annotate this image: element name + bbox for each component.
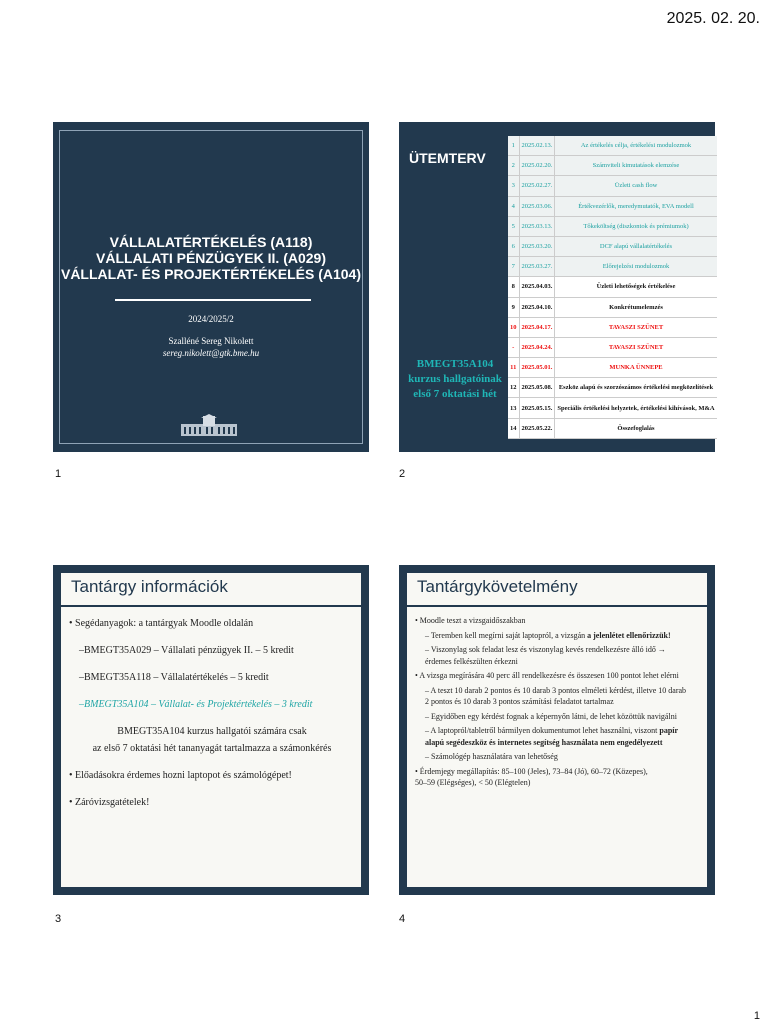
week-topic: Az értékelés célja, értékelési modulozmok [555, 136, 717, 156]
author-email: sereg.nikolett@gtk.bme.hu [162, 348, 260, 358]
course-a118: –BMEGT35A118 – Vállalatértékelés – 5 kredit [79, 672, 269, 683]
slide-4-requirements [399, 565, 715, 895]
week-date: 2025.03.20. [519, 236, 555, 256]
course-note [407, 357, 503, 439]
course-title-line-2: VÁLLALATI PÉNZÜGYEK II. (A029) [96, 250, 326, 266]
slide-number-3: 3 [55, 913, 62, 925]
schedule-title: ÜTEMTERV [409, 150, 486, 166]
title-rule [407, 605, 707, 607]
note-line-1: BMEGT35A104 kurzus hallgatói számára csak [117, 726, 307, 737]
week-date: 2025.04.17. [519, 317, 555, 337]
week-topic: MUNKA ÜNNEPE [555, 358, 717, 378]
page-date: 2025. 02. 20. [666, 10, 760, 27]
course-note-line-1: BMEGT35A104 [416, 358, 494, 370]
req-duration: • A vizsga megírására 40 perc áll rendelkezésre és összesen 100 pontot lehet elérni [415, 671, 679, 680]
slide-number-1: 1 [55, 468, 62, 480]
course-a104: –BMEGT35A104 – Vállalat- és Projektértékelés – 3 kredit [79, 699, 313, 710]
schedule-row [508, 277, 717, 297]
schedule-row [508, 216, 717, 236]
slide-title: Tantárgy információk [71, 577, 228, 596]
week-number: 9 [508, 297, 519, 317]
week-number: 5 [508, 216, 519, 236]
week-date: 2025.05.22. [519, 418, 555, 438]
week-topic: DCF alapú vállalatértékelés [555, 236, 717, 256]
week-number: 11 [508, 358, 519, 378]
week-date: 2025.04.03. [519, 277, 555, 297]
week-date: 2025.03.06. [519, 196, 555, 216]
title-rule [61, 605, 361, 607]
week-date: 2025.05.15. [519, 398, 555, 418]
week-topic: Speciális értékelési helyzetek, értékelési kihívások, M&A [555, 398, 717, 418]
req-calculator: – Számológép használatára van lehetőség [425, 752, 558, 761]
req-moodle: • Moodle teszt a vizsgaidőszakban [415, 616, 526, 625]
req-time: – Viszonylag sok feladat lesz és viszonylag kevés rendelkezésre álló idő → érdemes felkészülten érkezni [425, 645, 666, 666]
week-number: 2 [508, 156, 519, 176]
course-a029: –BMEGT35A029 – Vállalati pénzügyek II. – 5 kredit [79, 645, 294, 656]
slide-2-schedule [399, 122, 715, 452]
week-topic: Üzleti lehetőségek értékelése [555, 277, 717, 297]
week-topic: Összefoglalás [555, 418, 717, 438]
course-note-line-2: kurzus hallgatóinak [408, 373, 502, 385]
schedule-row [508, 257, 717, 277]
bullet-materials: • Segédanyagok: a tantárgyak Moodle oldalán [69, 618, 254, 629]
week-date: 2025.02.27. [519, 176, 555, 196]
slide-body [415, 615, 703, 792]
week-topic: Számviteli kimutatások elemzése [555, 156, 717, 176]
schedule-row [508, 236, 717, 256]
schedule-row [508, 418, 717, 438]
schedule-row [508, 378, 717, 398]
week-topic: Eszköz alapú és szorzószámos értékelési megközelítések [555, 378, 717, 398]
week-topic: Konkrétumelemzés [555, 297, 717, 317]
schedule-row [508, 358, 717, 378]
schedule-table [508, 136, 717, 439]
week-topic: Üzleti cash flow [555, 176, 717, 196]
bullet-laptop: • Előadásokra érdemes hozni laptopot és számológépet! [69, 770, 292, 781]
week-date: 2025.03.13. [519, 216, 555, 236]
slide-frame [59, 130, 363, 444]
week-number: 7 [508, 257, 519, 277]
course-title-line-3: VÁLLALAT- ÉS PROJEKTÉRTÉKELÉS (A104) [60, 266, 361, 282]
week-number: 3 [508, 176, 519, 196]
slide-number-4: 4 [399, 913, 406, 925]
week-topic: Értékvezérlők, meredymutatók, EVA modell [555, 196, 717, 216]
week-number: 1 [508, 136, 519, 156]
req-grading: • Érdemjegy megállapítás: 85–100 (Jeles), 73–84 (Jó), 60–72 (Közepes), 50–59 (Elégséges), < 50 (Elégtelen) [415, 766, 648, 787]
week-number: 12 [508, 378, 519, 398]
course-note-line-3: első 7 oktatási hét [413, 388, 497, 400]
title-underline [115, 299, 311, 301]
week-number: 6 [508, 236, 519, 256]
week-date: 2025.03.27. [519, 257, 555, 277]
week-topic: Tőkeköltség (diszkontok és prémiumok) [555, 216, 717, 236]
week-number: - [508, 337, 519, 357]
week-date: 2025.05.01. [519, 358, 555, 378]
schedule-row [508, 317, 717, 337]
week-topic: TAVASZI SZÜNET [555, 337, 717, 357]
slide-3-course-info [53, 565, 369, 895]
week-date: 2025.04.10. [519, 297, 555, 317]
week-number: 4 [508, 196, 519, 216]
schedule-row [508, 136, 717, 156]
week-number: 13 [508, 398, 519, 418]
schedule-row [508, 176, 717, 196]
schedule-row [508, 337, 717, 357]
week-number: 14 [508, 418, 519, 438]
week-date: 2025.05.08. [519, 378, 555, 398]
week-date: 2025.04.24. [519, 337, 555, 357]
schedule-row [508, 297, 717, 317]
req-aids: – A laptopról/tabletről bármilyen dokumentumot lehet használni, viszont papír alapú segédeszköz és internetes segítség használata nem engedélyezett [425, 726, 679, 747]
req-laptop: – Teremben kell megírni saját laptopról, a vizsgán a jelenlétet ellenőrizzük! [425, 630, 671, 640]
bullet-final-exam: • Záróvizsgatételek! [69, 797, 150, 808]
req-navigation: – Egyidőben egy kérdést fognak a képernyőn látni, de lehet közöttük navigálni [425, 711, 677, 721]
week-topic: Előrejelzési modulozmok [555, 257, 717, 277]
slide-number-2: 2 [399, 468, 406, 480]
note-line-2: az első 7 oktatási hét tananyagát tartalmazza a számonkérés [92, 743, 332, 754]
university-building-logo [181, 414, 237, 436]
req-questions: – A teszt 10 darab 2 pontos és 10 darab 3 pontos elméleti kérdést, illetve 10 darab 2 pontos és 10 darab 3 pontos számítási feladatot tartalmaz [425, 685, 687, 706]
author-name: Szalléné Sereg Nikolett [168, 336, 254, 346]
week-number: 10 [508, 317, 519, 337]
semester: 2024/2025/2 [188, 314, 234, 324]
slide-body [69, 617, 355, 823]
course-title-line-1: VÁLLALATÉRTÉKELÉS (A118) [109, 234, 313, 250]
week-number: 8 [508, 277, 519, 297]
week-date: 2025.02.13. [519, 136, 555, 156]
page-number: 1 [753, 1010, 760, 1022]
week-date: 2025.02.20. [519, 156, 555, 176]
schedule-row [508, 398, 717, 418]
schedule-row [508, 196, 717, 216]
slide-1-title [53, 122, 369, 452]
slide-title: Tantárgykövetelmény [417, 577, 578, 596]
week-topic: TAVASZI SZÜNET [555, 317, 717, 337]
schedule-row [508, 156, 717, 176]
